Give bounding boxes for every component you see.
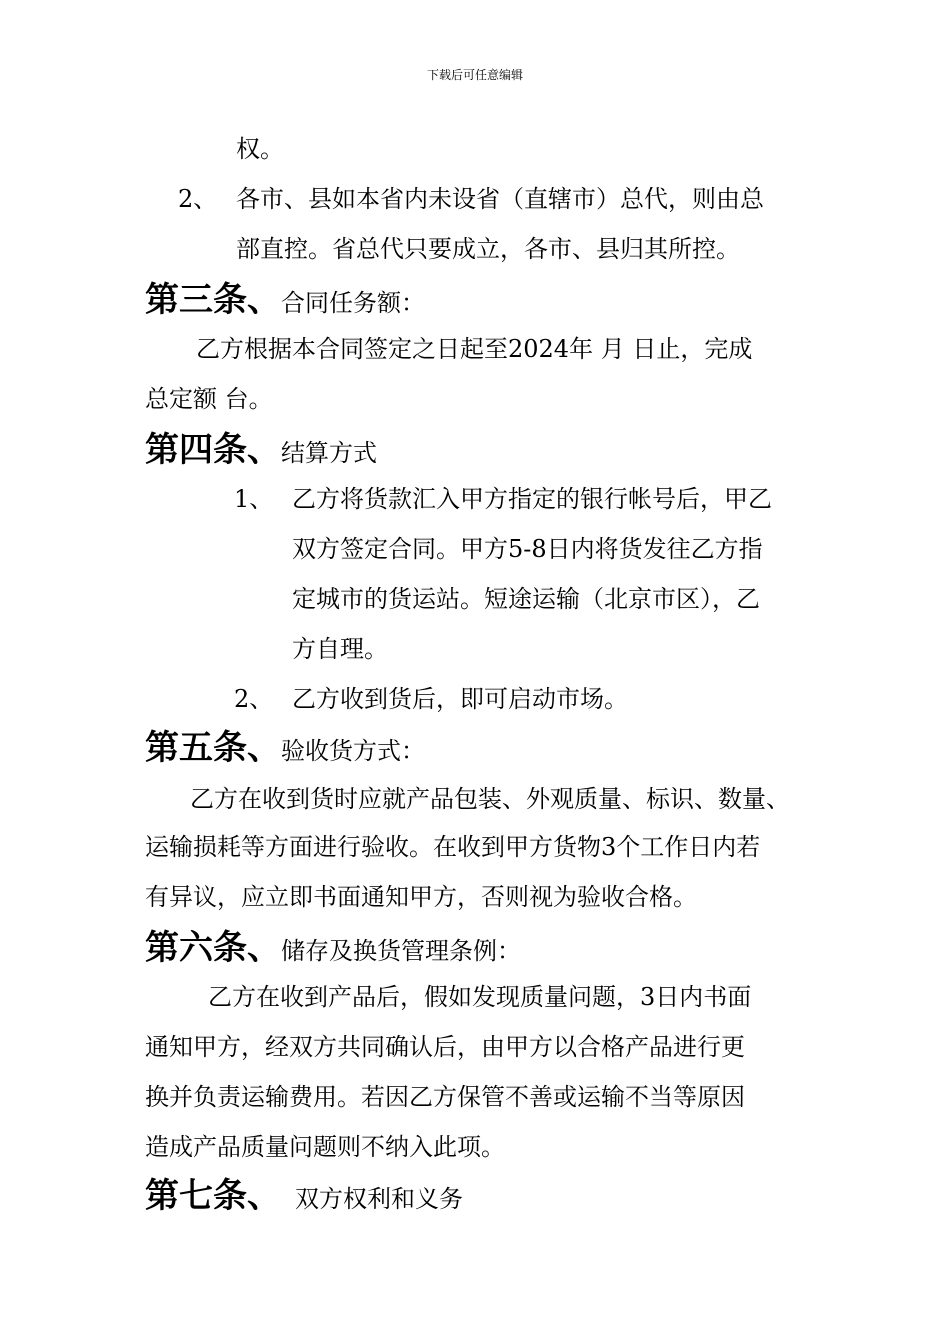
page-header: 下载后可任意编辑 xyxy=(426,68,523,82)
article5-title: 第五条、 xyxy=(145,728,281,768)
article4-subtitle: 结算方式 xyxy=(281,439,377,467)
article4-item1-line4: 方自理。 xyxy=(292,635,388,663)
article4-item1-line1: 乙方将货款汇入甲方指定的银行帐号后，甲乙 xyxy=(292,485,772,513)
article6-subtitle: 储存及换货管理条例： xyxy=(281,937,521,965)
article4-item1-line2: 双方签定合同。甲方5-8日内将货发往乙方指 xyxy=(292,535,763,563)
article4-item1-number: 1、 xyxy=(234,485,274,513)
article3-title: 第三条、 xyxy=(145,280,281,320)
article4-item1-line3: 定城市的货运站。短途运输（北京市区），乙 xyxy=(292,585,760,613)
article4-item2-number: 2、 xyxy=(234,685,274,713)
article4-heading xyxy=(145,430,377,476)
article3-line1: 乙方根据本合同签定之日起至2024年 月 日止，完成 xyxy=(196,335,753,363)
article3-line2: 总定额 台。 xyxy=(145,385,273,413)
article5-heading xyxy=(145,728,425,774)
article7-subtitle: 双方权利和义务 xyxy=(295,1185,463,1213)
article2-tail: 权。 xyxy=(236,135,284,163)
article3-subtitle: 合同任务额： xyxy=(281,289,425,317)
article2-item2-line1: 各市、县如本省内未设省（直辖市）总代，则由总 xyxy=(236,185,764,213)
article7-heading xyxy=(145,1176,463,1222)
article3-heading xyxy=(145,280,425,326)
article5-line1: 乙方在收到货时应就产品包装、外观质量、标识、数量、 xyxy=(190,785,790,813)
article7-title: 第七条、 xyxy=(145,1176,281,1216)
article6-heading xyxy=(145,928,521,974)
article6-line4: 造成产品质量问题则不纳入此项。 xyxy=(145,1133,505,1161)
article6-line3: 换并负责运输费用。若因乙方保管不善或运输不当等原因 xyxy=(145,1083,745,1111)
article5-subtitle: 验收货方式： xyxy=(281,737,425,765)
article6-line1: 乙方在收到产品后，假如发现质量问题，3日内书面 xyxy=(208,983,752,1011)
article5-line3: 有异议，应立即书面通知甲方，否则视为验收合格。 xyxy=(145,883,697,911)
article6-line2: 通知甲方，经双方共同确认后，由甲方以合格产品进行更 xyxy=(145,1033,745,1061)
article4-title: 第四条、 xyxy=(145,430,281,470)
article4-item2-line1: 乙方收到货后，即可启动市场。 xyxy=(292,685,628,713)
article6-title: 第六条、 xyxy=(145,928,281,968)
article2-item2-line2: 部直控。省总代只要成立，各市、县归其所控。 xyxy=(236,235,740,263)
article5-line2: 运输损耗等方面进行验收。在收到甲方货物3个工作日内若 xyxy=(145,833,761,861)
article2-item2-number: 2、 xyxy=(178,185,218,213)
